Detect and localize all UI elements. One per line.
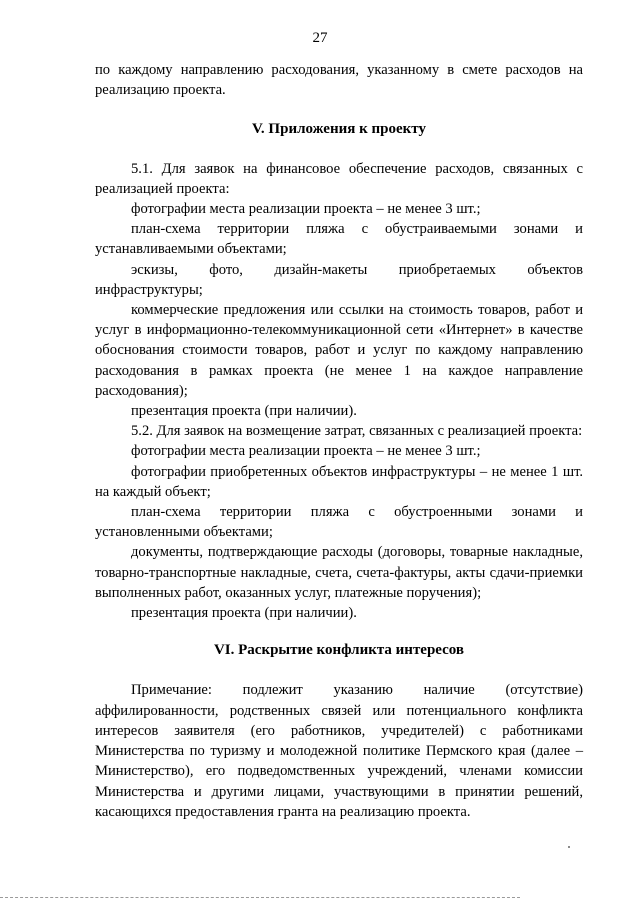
paragraph-item: коммерческие предложения или ссылки на стоимость товаров, работ и услуг в информационно-телекоммуникационной сети «Интернет» в качестве обоснования стоимости товаров, работ и услуг по каждому направлению расходования в рамках проекта (не менее 1 на каждое направление расходования); [95,302,583,399]
paragraph-item: документы, подтверждающие расходы (договоры, товарные накладные, товарно-транспортные накладные, счета, счета-фактуры, акты сдачи-приемки выполненных работ, оказанных услуг, платежные поручения); [95,544,583,601]
paragraph-item: фотографии места реализации проекта – не менее 3 шт.; [131,443,481,460]
section-6-heading: VI. Раскрытие конфликта интересов [213,642,465,659]
bottom-scan-line [0,897,520,898]
paragraph-item: презентация проекта (при наличии). [131,403,357,420]
conflict-note-paragraph: Примечание: подлежит указанию наличие (отсутствие) аффилированности, родственных связей или потенциального конфликта интересов заявителя (его работников, учредителей) с работниками Министерства по туризму и молодежной политике Пермского края (далее – Министерство), его подведомственных учреждений, членами комиссии Министерства и другими лицами, участвующими в принятии решений, касающихся предоставления гранта на реализацию проекта. [95,682,583,820]
paragraph-item: план-схема территории пляжа с обустраиваемыми зонами и устанавливаемыми объектами; [95,221,583,258]
document-body [95,60,583,822]
section-5-heading: V. Приложения к проекту [252,121,426,138]
paragraph-item: план-схема территории пляжа с обустроенными зонами и установленными объектами; [95,504,583,541]
paragraph-item: фотографии приобретенных объектов инфраструктуры – не менее 1 шт. на каждый объект; [95,463,583,500]
scan-speck [568,846,570,848]
page-number: 27 [312,30,328,46]
intro-paragraph: по каждому направлению расходования, указанному в смете расходов на реализацию проекта. [95,62,583,99]
paragraph-5-2: 5.2. Для заявок на возмещение затрат, связанных с реализацией проекта: [131,423,583,440]
paragraph-item: эскизы, фото, дизайн-макеты приобретаемых объектов инфраструктуры; [95,261,583,298]
paragraph-item: презентация проекта (при наличии). [131,605,357,622]
paragraph-item: фотографии места реализации проекта – не менее 3 шт.; [131,201,481,218]
paragraph-5-1: 5.1. Для заявок на финансовое обеспечение расходов, связанных с реализацией проекта: [95,160,583,197]
